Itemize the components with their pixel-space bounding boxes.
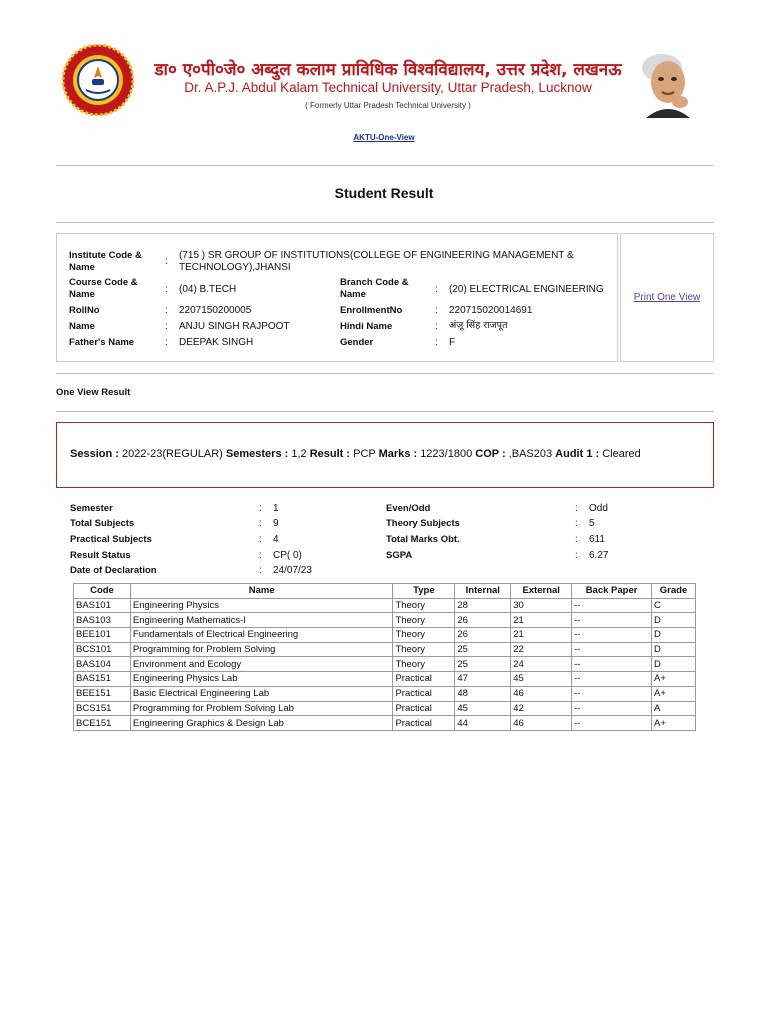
session-line bbox=[70, 448, 641, 460]
result-value: PCP bbox=[353, 448, 376, 460]
colon: : bbox=[575, 550, 578, 561]
semester-label: Semester bbox=[70, 503, 113, 514]
university-header bbox=[0, 0, 768, 125]
branch-value: (20) ELECTRICAL ENGINEERING bbox=[449, 284, 604, 295]
declaration-value: 24/07/23 bbox=[273, 565, 312, 576]
cell-external: 30 bbox=[511, 598, 572, 613]
total-subjects-label: Total Subjects bbox=[70, 518, 135, 529]
cell-external: 22 bbox=[511, 642, 572, 657]
cell-back-paper: -- bbox=[572, 701, 652, 716]
session-summary-box bbox=[56, 422, 714, 488]
page-title: Student Result bbox=[334, 185, 434, 201]
cell-code: BAS103 bbox=[74, 613, 131, 628]
cell-type: Theory bbox=[393, 642, 455, 657]
colon: : bbox=[435, 284, 438, 295]
cell-grade: C bbox=[652, 598, 696, 613]
header-external: External bbox=[511, 584, 572, 599]
colon: : bbox=[259, 565, 262, 576]
colon: : bbox=[575, 503, 578, 514]
total-marks-value: 611 bbox=[589, 534, 605, 545]
cop-value: ,BAS203 bbox=[508, 448, 553, 460]
university-seal-icon bbox=[62, 44, 134, 116]
cell-external: 21 bbox=[511, 628, 572, 643]
cell-grade: D bbox=[652, 613, 696, 628]
cell-grade: A bbox=[652, 701, 696, 716]
cell-type: Theory bbox=[393, 628, 455, 643]
divider bbox=[56, 373, 714, 374]
sgpa-label: SGPA bbox=[386, 550, 413, 561]
cell-internal: 26 bbox=[455, 613, 511, 628]
cell-external: 46 bbox=[511, 716, 572, 731]
branch-label: Branch Code & Name bbox=[340, 277, 409, 300]
colon: : bbox=[435, 321, 438, 332]
colon: : bbox=[575, 534, 578, 545]
portrait-icon bbox=[632, 46, 704, 118]
student-info-panel bbox=[56, 233, 618, 362]
colon: : bbox=[165, 321, 168, 332]
cell-name: Engineering Mathematics-I bbox=[130, 613, 393, 628]
university-name-hindi: डा० ए०पी०जे० अब्दुल कलाम प्राविधिक विश्वविद्यालय, उत्तर प्रदेश, लखनऊ bbox=[154, 60, 622, 80]
result-status-value: CP( 0) bbox=[273, 550, 302, 561]
cell-grade: A+ bbox=[652, 686, 696, 701]
cell-grade: D bbox=[652, 628, 696, 643]
marks-label: Marks : bbox=[378, 448, 418, 460]
marks-value: 1223/1800 bbox=[420, 448, 473, 460]
colon: : bbox=[259, 503, 262, 514]
cell-name: Fundamentals of Electrical Engineering bbox=[130, 628, 393, 643]
cell-grade: D bbox=[652, 642, 696, 657]
divider bbox=[56, 222, 714, 223]
cell-code: BEE101 bbox=[74, 628, 131, 643]
header-name: Name bbox=[130, 584, 393, 599]
cell-internal: 25 bbox=[455, 657, 511, 672]
colon: : bbox=[575, 518, 578, 529]
cell-external: 46 bbox=[511, 686, 572, 701]
cell-name: Programming for Problem Solving bbox=[130, 642, 393, 657]
header-code: Code bbox=[74, 584, 131, 599]
result-status-label: Result Status bbox=[70, 550, 131, 561]
cell-grade: A+ bbox=[652, 716, 696, 731]
divider bbox=[56, 411, 714, 412]
total-marks-label: Total Marks Obt. bbox=[386, 534, 460, 545]
cell-back-paper: -- bbox=[572, 672, 652, 687]
hindi-name-value: अंजू सिंह राजपूत bbox=[449, 320, 508, 331]
audit-label: Audit 1 : bbox=[555, 448, 600, 460]
semesters-value: 1,2 bbox=[291, 448, 307, 460]
table-row bbox=[74, 701, 696, 716]
print-panel bbox=[620, 233, 714, 362]
name-label: Name bbox=[69, 321, 95, 332]
cell-type: Practical bbox=[393, 701, 455, 716]
semester-value: 1 bbox=[273, 503, 279, 514]
sgpa-value: 6.27 bbox=[589, 550, 609, 561]
cell-internal: 44 bbox=[455, 716, 511, 731]
rollno-value: 2207150200005 bbox=[179, 305, 252, 316]
cell-type: Practical bbox=[393, 672, 455, 687]
rollno-label: RollNo bbox=[69, 305, 100, 316]
enrollment-value: 220715020014691 bbox=[449, 305, 533, 316]
cell-back-paper: -- bbox=[572, 613, 652, 628]
one-view-result-label: One View Result bbox=[56, 387, 131, 398]
table-row bbox=[74, 598, 696, 613]
cell-internal: 48 bbox=[455, 686, 511, 701]
cell-name: Engineering Graphics & Design Lab bbox=[130, 716, 393, 731]
cop-label: COP : bbox=[475, 448, 506, 460]
cell-type: Theory bbox=[393, 613, 455, 628]
practical-subjects-label: Practical Subjects bbox=[70, 534, 152, 545]
cell-type: Theory bbox=[393, 657, 455, 672]
cell-grade: A+ bbox=[652, 672, 696, 687]
evenodd-label: Even/Odd bbox=[386, 503, 431, 514]
cell-back-paper: -- bbox=[572, 628, 652, 643]
colon: : bbox=[259, 534, 262, 545]
colon: : bbox=[435, 337, 438, 348]
gender-value: F bbox=[449, 337, 456, 348]
practical-subjects-value: 4 bbox=[273, 534, 279, 545]
colon: : bbox=[165, 256, 168, 267]
cell-internal: 25 bbox=[455, 642, 511, 657]
cell-internal: 47 bbox=[455, 672, 511, 687]
cell-code: BAS101 bbox=[74, 598, 131, 613]
hindi-name-label: Hindi Name bbox=[340, 321, 393, 332]
table-row bbox=[74, 657, 696, 672]
cell-type: Practical bbox=[393, 716, 455, 731]
cell-code: BAS104 bbox=[74, 657, 131, 672]
session-label: Session : bbox=[70, 448, 119, 460]
cell-code: BCE151 bbox=[74, 716, 131, 731]
father-value: DEEPAK SINGH bbox=[179, 337, 254, 348]
cell-back-paper: -- bbox=[572, 686, 652, 701]
audit-value: Cleared bbox=[602, 448, 641, 460]
colon: : bbox=[165, 305, 168, 316]
evenodd-value: Odd bbox=[589, 503, 608, 514]
result-label: Result : bbox=[309, 448, 351, 460]
theory-subjects-value: 5 bbox=[589, 518, 595, 529]
table-row bbox=[74, 642, 696, 657]
cell-code: BCS151 bbox=[74, 701, 131, 716]
session-value: 2022-23(REGULAR) bbox=[121, 448, 223, 460]
header-type: Type bbox=[393, 584, 455, 599]
cell-code: BAS151 bbox=[74, 672, 131, 687]
cell-name: Engineering Physics Lab bbox=[130, 672, 393, 687]
cell-type: Practical bbox=[393, 686, 455, 701]
aktu-one-view-link[interactable]: AKTU-One-View bbox=[353, 133, 415, 142]
father-label: Father's Name bbox=[69, 337, 135, 348]
table-row bbox=[74, 672, 696, 687]
cell-external: 45 bbox=[511, 672, 572, 687]
enrollment-label: EnrollmentNo bbox=[340, 305, 403, 316]
cell-back-paper: -- bbox=[572, 716, 652, 731]
theory-subjects-label: Theory Subjects bbox=[386, 518, 460, 529]
semesters-label: Semesters : bbox=[225, 448, 289, 460]
declaration-label: Date of Declaration bbox=[70, 565, 157, 576]
cell-name: Environment and Ecology bbox=[130, 657, 393, 672]
cell-code: BEE151 bbox=[74, 686, 131, 701]
cell-external: 24 bbox=[511, 657, 572, 672]
table-row bbox=[74, 613, 696, 628]
cell-external: 21 bbox=[511, 613, 572, 628]
course-label: Course Code & Name bbox=[69, 277, 138, 300]
cell-name: Engineering Physics bbox=[130, 598, 393, 613]
cell-code: BCS101 bbox=[74, 642, 131, 657]
table-row bbox=[74, 628, 696, 643]
cell-internal: 26 bbox=[455, 628, 511, 643]
table-row bbox=[74, 716, 696, 731]
cell-grade: D bbox=[652, 657, 696, 672]
header-back-paper: Back Paper bbox=[572, 584, 652, 599]
colon: : bbox=[259, 518, 262, 529]
cell-back-paper: -- bbox=[572, 598, 652, 613]
cell-name: Programming for Problem Solving Lab bbox=[130, 701, 393, 716]
name-value: ANJU SINGH RAJPOOT bbox=[179, 321, 290, 332]
cell-external: 42 bbox=[511, 701, 572, 716]
cell-type: Theory bbox=[393, 598, 455, 613]
print-one-view-link[interactable]: Print One View bbox=[633, 292, 701, 303]
colon: : bbox=[165, 284, 168, 295]
marks-table bbox=[73, 583, 696, 731]
table-row bbox=[74, 686, 696, 701]
table-header-row bbox=[74, 584, 696, 599]
divider bbox=[56, 165, 714, 166]
colon: : bbox=[259, 550, 262, 561]
header-grade: Grade bbox=[652, 584, 696, 599]
cell-back-paper: -- bbox=[572, 642, 652, 657]
cell-internal: 28 bbox=[455, 598, 511, 613]
total-subjects-value: 9 bbox=[273, 518, 279, 529]
university-name-english: Dr. A.P.J. Abdul Kalam Technical University, Uttar Pradesh, Lucknow bbox=[184, 80, 592, 95]
gender-label: Gender bbox=[340, 337, 374, 348]
course-value: (04) B.TECH bbox=[179, 284, 237, 295]
header-internal: Internal bbox=[455, 584, 511, 599]
cell-back-paper: -- bbox=[572, 657, 652, 672]
cell-name: Basic Electrical Engineering Lab bbox=[130, 686, 393, 701]
institute-label: Institute Code & Name bbox=[69, 250, 142, 273]
cell-internal: 45 bbox=[455, 701, 511, 716]
institute-value: (715 ) SR GROUP OF INSTITUTIONS(COLLEGE OF ENGINEERING MANAGEMENT & TECHNOLOGY),JHANSI bbox=[179, 250, 574, 273]
colon: : bbox=[165, 337, 168, 348]
colon: : bbox=[435, 305, 438, 316]
formerly-name: ( Formerly Uttar Pradesh Technical University ) bbox=[305, 101, 471, 110]
